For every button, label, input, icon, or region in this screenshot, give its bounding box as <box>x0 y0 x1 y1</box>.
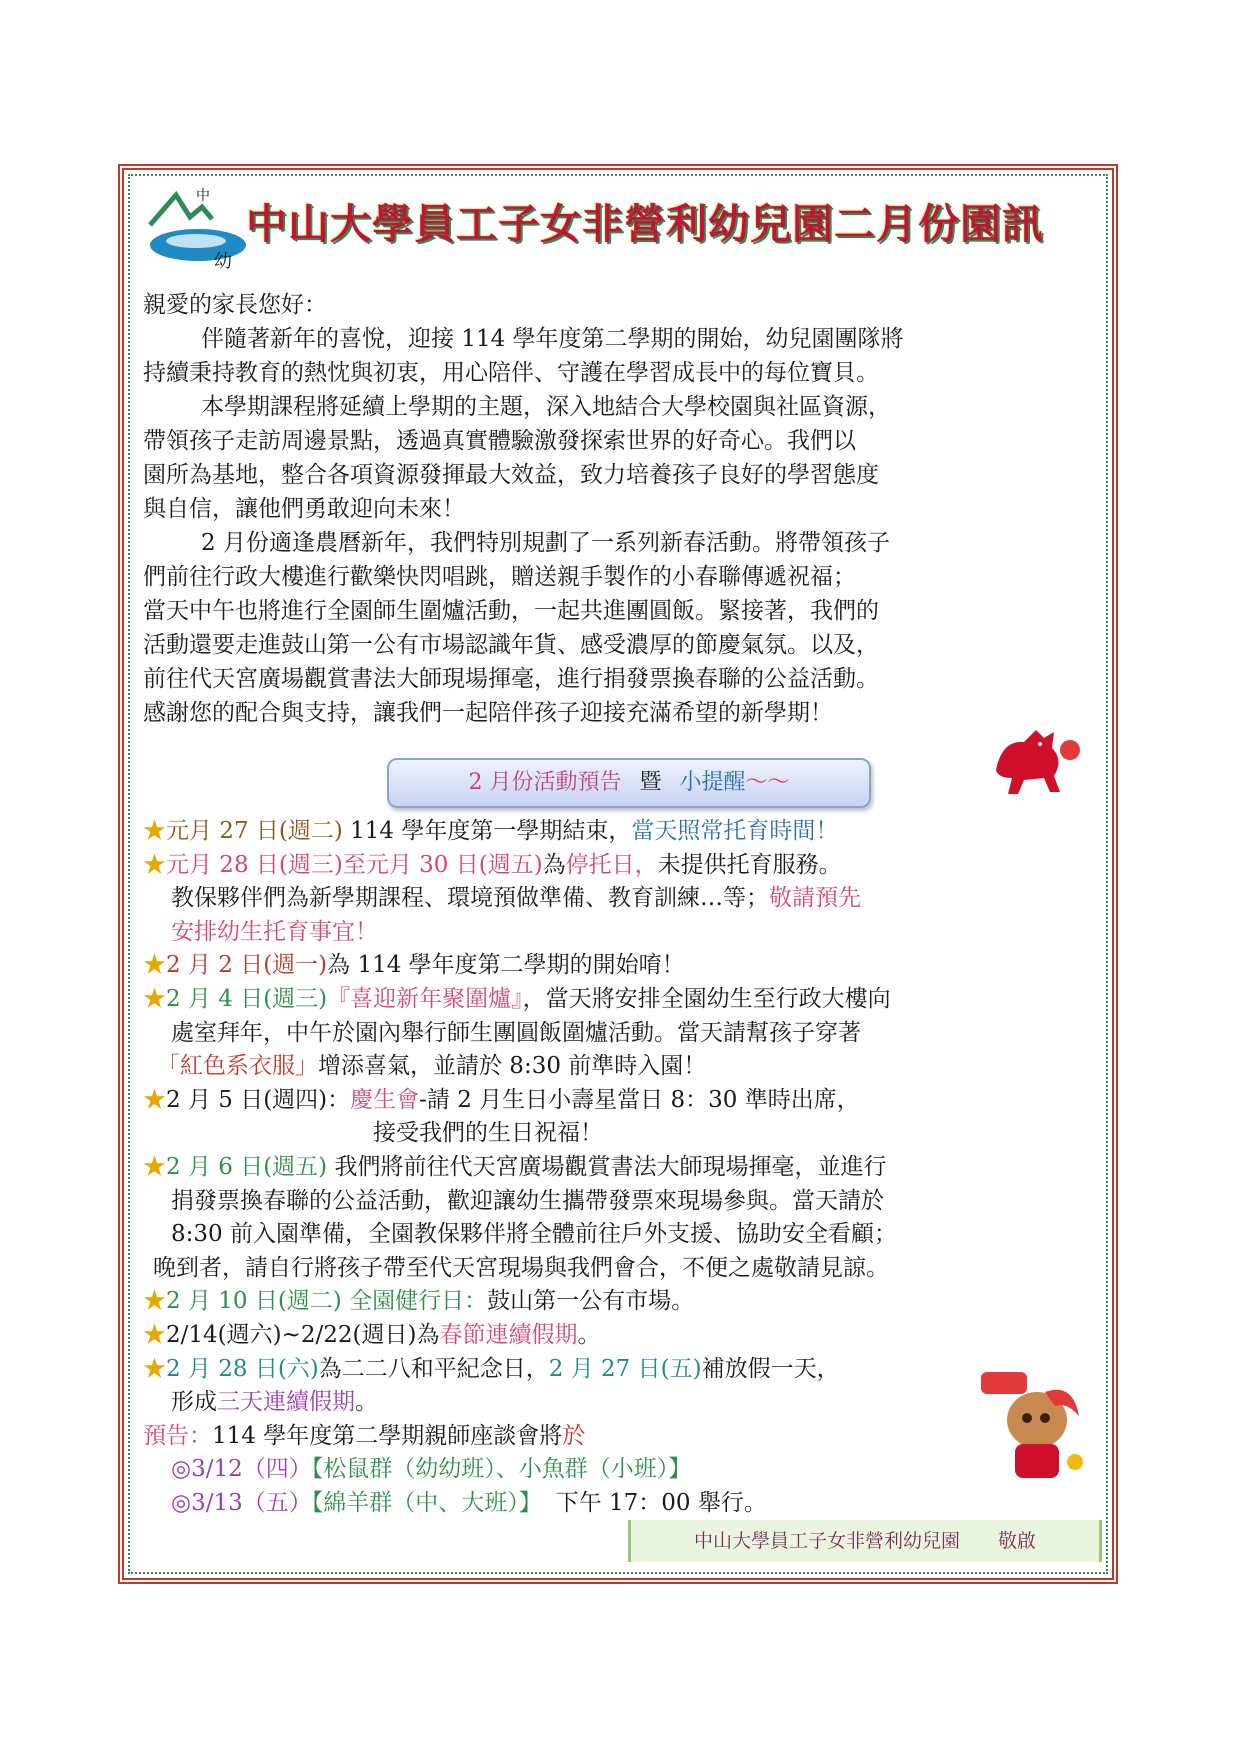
paragraph-line: 感謝您的配合與支持，讓我們一起陪伴孩子迎接充滿希望的新學期！ <box>143 700 833 726</box>
list-item <box>143 949 1103 983</box>
horse-papercut-icon <box>984 720 1084 800</box>
heading-tilde: ～～ <box>745 770 790 795</box>
item-date: 2 月 28 日(六) <box>166 1355 319 1382</box>
item-text: 。 <box>577 1321 601 1348</box>
star-icon: ★ <box>143 818 166 844</box>
item-text: 教保夥伴們為新學期課程、環境預做準備、教育訓練…等； <box>171 885 769 912</box>
item-text: -請 2 月生日小壽星當日 8：30 準時出席， <box>419 1086 860 1113</box>
list-item-continuation: 安排幼生托育事宜！ <box>171 918 378 945</box>
paragraph-line: 帶領孩子走訪周邊景點，透過真實體驗激發探索世界的好奇心。我們以 <box>143 428 856 454</box>
notice-classes: 【綿羊群（中、大班）】 <box>311 1489 542 1516</box>
item-text: 114 學年度第一學期結束， <box>342 818 632 844</box>
item-text: 補放假一天， <box>701 1355 840 1382</box>
list-item-continuation: 處室拜年，中午於園內舉行師生團圓飯圍爐活動。當天請幫孩子穿著 <box>171 1019 861 1046</box>
header <box>146 185 1106 285</box>
notice-line <box>143 1420 1103 1454</box>
item-date: 元月 28 日(週三)至元月 30 日(週五) <box>166 851 543 878</box>
notice-item <box>143 1487 1103 1521</box>
star-icon: ★ <box>143 985 166 1012</box>
notice-time: 下午 17：00 舉行。 <box>555 1489 767 1516</box>
activity-list <box>143 815 1103 1520</box>
item-text: 形成 <box>171 1389 217 1416</box>
page-title: 中山大學員工子女非營利幼兒園二月份園訊 <box>246 200 1044 248</box>
notice-date: ◎3/12（四） <box>171 1456 312 1483</box>
star-icon: ★ <box>143 1288 166 1315</box>
list-item <box>143 983 1103 1017</box>
notice-text: 於 <box>562 1422 586 1449</box>
item-text: 。 <box>355 1389 378 1416</box>
paragraph-line: 2 月份適逢農曆新年，我們特別規劃了一系列新春活動。將帶領孩子 <box>201 530 890 556</box>
paragraph-line: 伴隨著新年的喜悅，迎接 114 學年度第二學期的開始，幼兒園團隊將 <box>201 326 904 352</box>
star-icon: ★ <box>143 851 166 878</box>
heading-and: 暨 <box>639 770 662 795</box>
item-date: 2 月 6 日(週五) <box>166 1153 328 1180</box>
item-date: 2 月 27 日(五) <box>548 1355 702 1382</box>
item-highlight: 三天連續假期 <box>217 1389 355 1416</box>
paragraph-line: 前往代天宮廣場觀賞書法大師現場揮毫，進行捐發票換春聯的公益活動。 <box>143 666 879 692</box>
notice-label: 預告： <box>143 1422 212 1449</box>
list-item-continuation: 8:30 前入園準備，全園教保夥伴將全體前往戶外支援、協助安全看顧； <box>171 1221 897 1248</box>
item-highlight: 慶生會 <box>350 1086 420 1113</box>
svg-text:中: 中 <box>196 188 210 204</box>
school-logo <box>146 185 254 275</box>
list-item <box>143 1285 1103 1319</box>
list-item-continuation: 晚到者，請自行將孩子帶至代天宮現場與我們會合，不便之處敬請見諒。 <box>153 1254 889 1281</box>
heading-reminder: 小提醒 <box>679 770 746 795</box>
section-heading-box <box>387 758 871 808</box>
greeting: 親愛的家長您好： <box>143 292 327 318</box>
paragraph-line: 當天中午也將進行全園師生圍爐活動，一起共進團圓飯。緊接著，我們的 <box>143 598 879 624</box>
list-item-continuation <box>143 882 1103 916</box>
star-icon: ★ <box>143 1086 166 1113</box>
list-item <box>143 815 1103 849</box>
star-icon: ★ <box>143 1355 166 1382</box>
item-date: 2 月 5 日(週四)： <box>166 1086 351 1113</box>
paragraph-line: 本學期課程將延續上學期的主題，深入地結合大學校園與社區資源， <box>201 394 891 420</box>
list-item-continuation: 接受我們的生日祝福！ <box>373 1120 603 1147</box>
list-item <box>143 1353 1103 1387</box>
item-highlight: 「紅色系衣服」 <box>157 1053 318 1080</box>
item-text: 2/14(週六)~2/22(週日)為 <box>166 1321 440 1348</box>
notice-classes: 【松鼠群（幼幼班）、小魚群（小班）】 <box>311 1456 692 1483</box>
signature-box: 中山大學員工子女非營利幼兒園 敬啟 <box>628 1520 1102 1562</box>
item-text: 為 114 學年度第二學期的開始唷！ <box>327 952 685 979</box>
heading-activities: 2 月份活動預告 <box>468 770 622 795</box>
list-item <box>143 849 1103 883</box>
new-year-horse-mascot-icon <box>975 1362 1093 1487</box>
list-item <box>143 1319 1103 1353</box>
list-item <box>143 1084 1103 1118</box>
item-text: ，當天將安排全園幼生至行政大樓向 <box>522 985 891 1012</box>
notice-date: ◎3/13（五） <box>171 1489 312 1516</box>
paragraph-line: 園所為基地，整合各項資源發揮最大效益，致力培養孩子良好的學習態度 <box>143 462 879 488</box>
star-icon: ★ <box>143 952 166 979</box>
item-date: 2 月 4 日(週三) <box>166 985 328 1012</box>
notice-text: 114 學年度第二學期親師座談會將 <box>212 1422 563 1449</box>
star-icon: ★ <box>143 1153 166 1180</box>
item-text: 為 <box>542 851 566 878</box>
item-highlight: 當天照常托育時間！ <box>631 818 839 844</box>
list-item-continuation <box>143 1386 1103 1420</box>
item-text: 增添喜氣，並請於 8:30 前準時入園！ <box>318 1053 707 1080</box>
item-text: 未提供托育服務。 <box>657 851 842 878</box>
item-highlight: 停托日， <box>565 851 658 878</box>
paragraph-line: 持續秉持教育的熱忱與初衷，用心陪伴、守護在學習成長中的每位寶貝。 <box>143 360 879 386</box>
list-item <box>143 1151 1103 1185</box>
item-highlight: 敬請預先 <box>769 885 861 912</box>
item-text: 鼓山第一公有市場。 <box>487 1288 695 1315</box>
item-date: 元月 27 日(週二) <box>166 818 343 844</box>
paragraph-line: 們前往行政大樓進行歡樂快閃唱跳，贈送親手製作的小春聯傳遞祝福； <box>143 564 856 590</box>
list-item-continuation: 捐發票換春聯的公益活動，歡迎讓幼生攜帶發票來現場參與。當天請於 <box>171 1187 884 1214</box>
list-item-continuation <box>143 1050 1103 1084</box>
item-date: 2 月 2 日(週一) <box>166 952 328 979</box>
item-text: 我們將前往代天宮廣場觀賞書法大師現場揮毫，並進行 <box>327 1153 887 1180</box>
paragraph-line: 與自信，讓他們勇敢迎向未來！ <box>143 496 465 522</box>
star-icon: ★ <box>143 1321 166 1348</box>
item-date: 2 月 10 日(週二) <box>166 1288 342 1315</box>
item-highlight: 春節連續假期 <box>439 1321 578 1348</box>
item-text: 為二二八和平紀念日， <box>318 1355 549 1382</box>
letter-body <box>143 288 1093 730</box>
item-highlight: 全園健行日： <box>341 1288 488 1315</box>
svg-text:幼: 幼 <box>214 251 232 272</box>
item-highlight: 『喜迎新年聚圍爐』 <box>327 985 523 1012</box>
paragraph-line: 活動還要走進鼓山第一公有市場認識年貨、感受濃厚的節慶氣氛。以及， <box>143 632 879 658</box>
notice-item <box>143 1453 1103 1487</box>
